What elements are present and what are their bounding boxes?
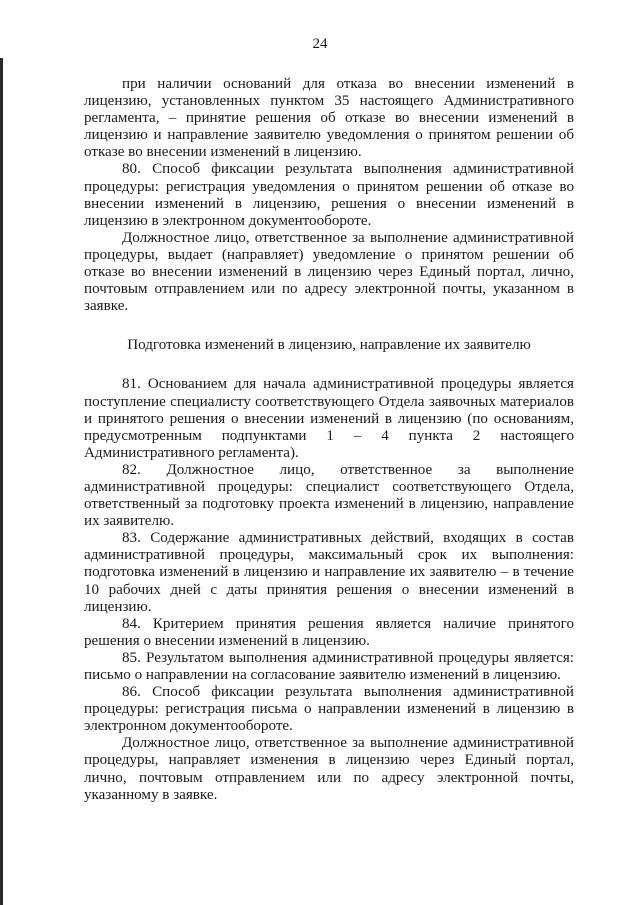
paragraph: 84. Критерием принятия решения является наличие принятого решения о внесении изменений в лицензию.	[84, 615, 574, 649]
page-number: 24	[312, 36, 328, 52]
paragraph: 86. Способ фиксации результата выполнения административной процедуры: регистрация письма о направлении изменений в лицензию в электронном документообороте.	[84, 684, 574, 735]
paragraphs-after-heading	[84, 376, 574, 803]
paragraph: при наличии оснований для отказа во внесении изменений в лицензию, установленных пунктом 35 настоящего Административного регламента, – принятие решения об отказе во внесении изменений в лицензию и направление заявителю уведомления о принятом решении об отказе во внесении изменений в лицензию.	[84, 76, 574, 161]
paragraph: Должностное лицо, ответственное за выполнение административной процедуры, выдает (направляет) уведомление о принятом решении об отказе во внесении изменений в лицензию через Единый портал, лично, почтовым отправлением или по адресу электронной почты, указанном в заявке.	[84, 229, 574, 315]
paragraph: 80. Способ фиксации результата выполнения административной процедуры: регистрация уведомления о принятом решении об отказе во внесении изменений в лицензию, решения о внесении изменений в лицензию в электронном документообороте.	[84, 161, 574, 229]
paragraph: 82. Должностное лицо, ответственное за выполнение административной процедуры: специалист соответствующего Отдела, ответственный за подготовку проекта изменений в лицензию, направление их заявителю.	[84, 461, 574, 530]
paragraph: Должностное лицо, ответственное за выполнение административной процедуры, направляет изменения в лицензию через Единый портал, лично, почтовым отправлением или по адресу электронной почты, указанному в заявке.	[84, 735, 574, 803]
paragraph: 83. Содержание административных действий, входящих в состав административной процедуры, максимальный срок их выполнения: подготовка изменений в лицензию и направление их заявителю – в течение 10 рабочих дней с даты принятия решения о внесении изменений в лицензию.	[84, 530, 574, 615]
paragraphs-before-heading	[84, 76, 574, 315]
document-body	[84, 76, 574, 804]
paragraph: 85. Результатом выполнения административной процедуры является: письмо о направлении на согласование заявителю изменений в лицензию.	[84, 649, 574, 683]
section-heading: Подготовка изменений в лицензию, направление их заявителю	[127, 337, 531, 354]
scan-left-edge	[0, 58, 3, 905]
paragraph: 81. Основанием для начала административной процедуры является поступление специалисту соответствующего Отдела заявочных материалов и принятого решения о внесении изменений в лицензию (по основаниям, предусмотренным подпунктами 1 – 4 пункта 2 настоящего Административного регламента).	[84, 376, 574, 461]
